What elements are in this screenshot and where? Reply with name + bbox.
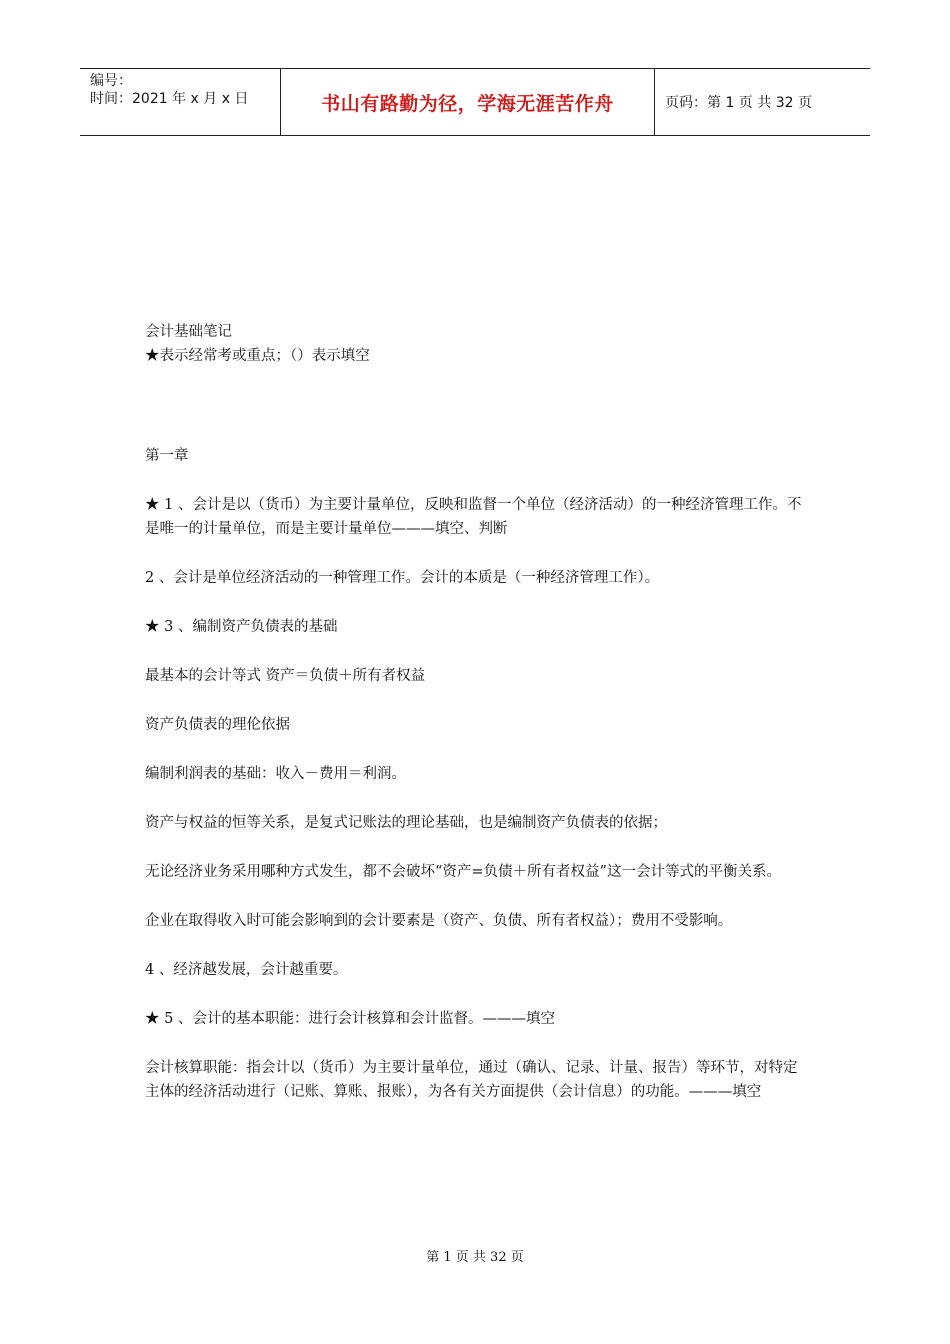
chapter-heading: 第一章 [145,448,189,464]
paragraph: ★ 3 、编制资产负债表的基础 [145,619,338,635]
paragraph: ★ 5 、会计的基本职能：进行会计核算和会计监督。———填空 [145,1011,555,1027]
paragraph: 编制利润表的基础：收入－费用＝利润。 [145,766,406,782]
page-footer: 第 1 页 共 32 页 [426,1250,524,1265]
paragraph: 资产与权益的恒等关系，是复式记账法的理论基础，也是编制资产负债表的依据； [145,815,667,831]
number-label: 编号： [90,73,132,89]
paragraph: ★ 1 、会计是以（货币）为主要计量单位，反映和监督一个单位（经济活动）的一种经济管理工作。不是唯一的计量单位，而是主要计量单位———填空、判断 [145,497,802,537]
paragraph: 无论经济业务采用哪种方式发生，都不会破坏“资产=负债＋所有者权益”这一会计等式的平衡关系。 [145,864,781,880]
paragraph: 2 、会计是单位经济活动的一种管理工作。会计的本质是（一种经济管理工作）。 [145,570,660,586]
legend-note: ★表示经常考或重点；（）表示填空 [145,348,370,364]
paragraph: 4 、经济越发展，会计越重要。 [145,962,348,978]
paragraph: 最基本的会计等式 资产＝负债＋所有者权益 [145,668,426,684]
header-motto: 书山有路勤为径，学海无涯苦作舟 [281,69,655,135]
header-meta [80,69,281,135]
header-page-info: 页码：第 1 页 共 32 页 [665,95,812,111]
paragraph: 企业在取得收入时可能会影响到的会计要素是（资产、负债、所有者权益）；费用不受影响。 [145,913,733,929]
document-header [80,68,870,136]
paragraph: 资产负债表的理伦依据 [145,717,290,733]
document-body [145,320,810,1129]
paragraph: 会计核算职能：指会计以（货币）为主要计量单位，通过（确认、记录、计量、报告）等环节，对特定主体的经济活动进行（记账、算账、报账），为各有关方面提供（会计信息）的功能。———填空 [145,1060,798,1100]
document-title: 会计基础笔记 [145,324,232,340]
time-label: 时间：2021 年 x 月 x 日 [90,91,249,107]
